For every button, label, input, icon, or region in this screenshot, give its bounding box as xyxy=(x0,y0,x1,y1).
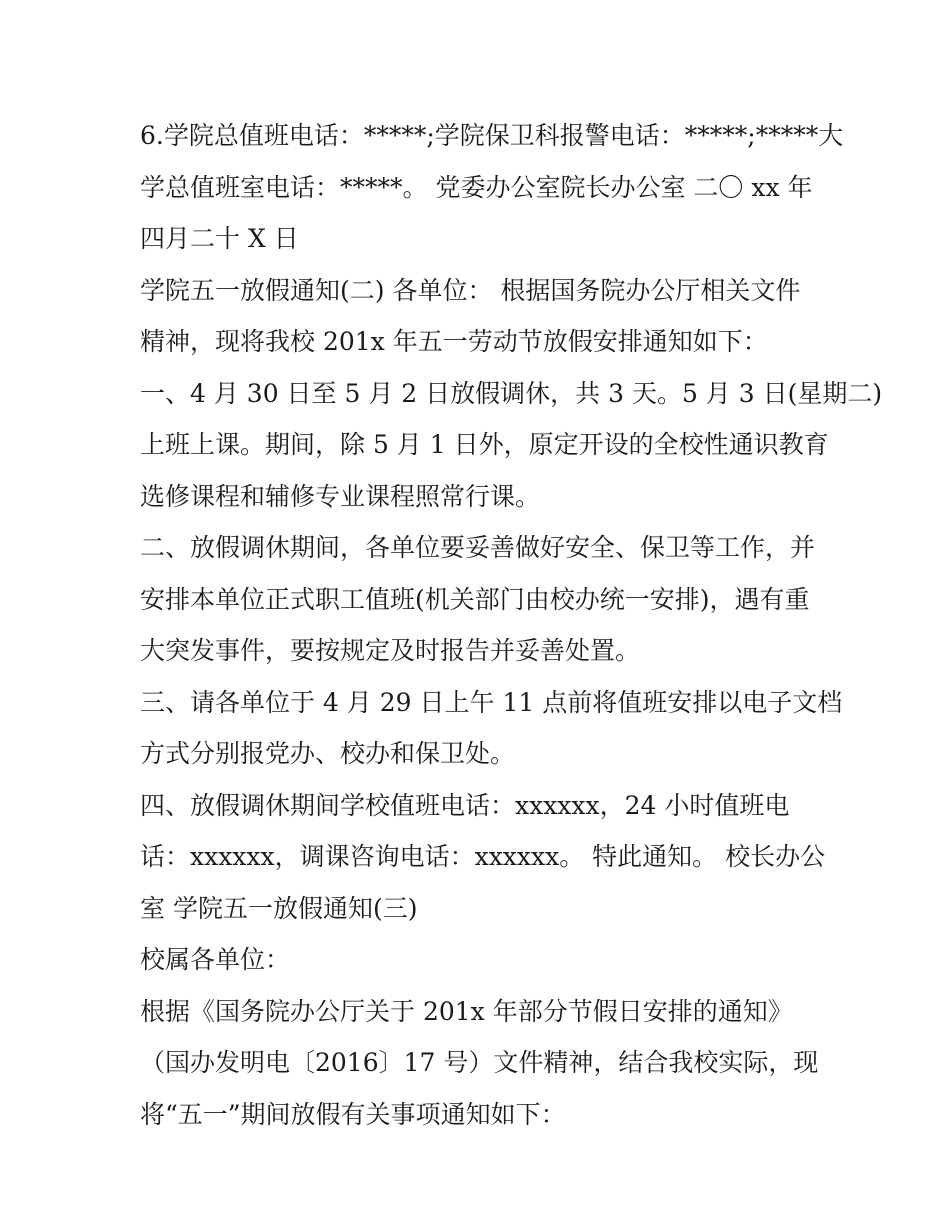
text-line: 学院五一放假通知(二) 各单位： 根据国务院办公厅相关文件 xyxy=(140,275,801,305)
text-line: （国办发明电〔2016〕17 号）文件精神，结合我校实际，现 xyxy=(140,1048,819,1077)
text-line: 上班上课。期间，除 5 月 1 日外，原定开设的全校性通识教育 xyxy=(140,430,829,459)
text-line: 四月二十 X 日 xyxy=(140,224,299,253)
text-line: 话：xxxxxx，调课咨询电话：xxxxxx。 特此通知。 校长办公 xyxy=(140,842,826,871)
text-line: 精神，现将我校 201x 年五一劳动节放假安排通知如下： xyxy=(140,327,768,356)
text-line: 学总值班室电话：*****。 党委办公室院长办公室 二〇 xx 年 xyxy=(140,172,813,202)
text-line: 安排本单位正式职工值班(机关部门由校办统一安排)，遇有重 xyxy=(140,584,810,614)
text-line: 室 学院五一放假通知(三) xyxy=(140,893,418,923)
text-line: 校属各单位： xyxy=(140,945,291,974)
text-line: 四、放假调休期间学校值班电话：xxxxxx，24 小时值班电 xyxy=(140,790,790,820)
text-line: 根据《国务院办公厅关于 201x 年部分节假日安排的通知》 xyxy=(140,996,793,1026)
text-line: 一、4 月 30 日至 5 月 2 日放假调休，共 3 天。5 月 3 日(星期二) xyxy=(140,378,883,408)
text-line: 选修课程和辅修专业课程照常行课。 xyxy=(140,481,541,511)
document-body xyxy=(140,110,883,1140)
text-line: 大突发事件，要按规定及时报告并妥善处置。 xyxy=(140,636,641,665)
text-line: 6.学院总值班电话：*****;学院保卫科报警电话：*****;*****大 xyxy=(140,121,844,150)
text-line: 三、请各单位于 4 月 29 日上午 11 点前将值班安排以电子文档 xyxy=(140,687,843,717)
text-line: 方式分别报党办、校办和保卫处。 xyxy=(140,739,516,768)
text-line: 二、放假调休期间，各单位要妥善做好安全、保卫等工作，并 xyxy=(140,533,816,562)
text-line: 将“五一”期间放假有关事项通知如下： xyxy=(140,1099,566,1129)
